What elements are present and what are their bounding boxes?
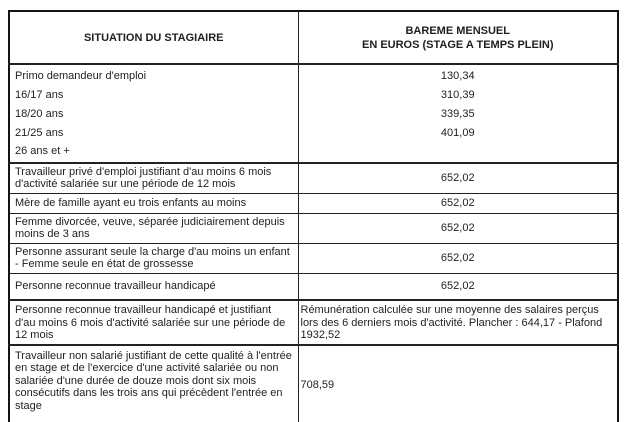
table-row — [9, 273, 618, 300]
row-value: 708,59 — [298, 345, 618, 422]
row-label: Travailleur non salarié justifiant de cette qualité à l'entrée en stage et de l'exercice d'une activité salariée ou non salariée d'une durée de douze mois dont six mois consécutifs dans les trois ans qui précèdent l'entrée en stage — [9, 345, 298, 422]
table-row — [9, 163, 618, 194]
row-label: Travailleur privé d'emploi justifiant d'au moins 6 mois d'activité salariée sur une période de 12 mois — [9, 163, 298, 194]
row-label: 18/20 ans — [15, 107, 64, 120]
age-group-values-cell — [298, 64, 618, 163]
row-value: 401,09 — [440, 126, 475, 139]
table-row — [9, 345, 618, 422]
table-row — [9, 193, 618, 213]
age-group-block-row — [9, 64, 618, 163]
row-value: 339,35 — [440, 107, 475, 120]
age-group-labels-cell — [9, 64, 298, 163]
table-header-row — [9, 11, 618, 64]
row-label: Personne reconnue travailleur handicapé — [9, 273, 298, 300]
table-row — [9, 300, 618, 345]
row-label: Personne assurant seule la charge d'au moins un enfant - Femme seule en état de grossesse — [9, 243, 298, 273]
bareme-header-line2: EN EUROS (STAGE A TEMPS PLEIN) — [362, 38, 554, 51]
row-value: 130,34 — [440, 70, 475, 83]
table-row — [9, 213, 618, 243]
row-value: 310,39 — [440, 88, 475, 101]
column-header-situation: SITUATION DU STAGIAIRE — [9, 11, 298, 64]
row-label: 16/17 ans — [15, 88, 64, 101]
row-label: 26 ans et + — [15, 145, 70, 158]
row-label: 21/25 ans — [15, 126, 64, 139]
row-value: Rémunération calculée sur une moyenne des salaires perçus lors des 6 derniers mois d'activité. Plancher : 644,17 - Plafond 1932,52 — [298, 300, 618, 345]
row-label: Mère de famille ayant eu trois enfants au moins — [9, 193, 298, 213]
row-value: 652,02 — [298, 193, 618, 213]
bareme-table — [8, 10, 619, 422]
row-label: Primo demandeur d'emploi — [15, 70, 147, 83]
row-value — [301, 142, 616, 161]
row-label: Femme divorcée, veuve, séparée judiciairement depuis moins de 3 ans — [9, 213, 298, 243]
bareme-header-line1: BAREME MENSUEL — [405, 24, 510, 37]
row-value: 652,02 — [298, 213, 618, 243]
column-header-bareme — [298, 11, 618, 64]
row-label: Personne reconnue travailleur handicapé et justifiant d'au moins 6 mois d'activité salariée sur une période de 12 mois — [9, 300, 298, 345]
row-value: 652,02 — [298, 243, 618, 273]
table-row — [9, 243, 618, 273]
row-value: 652,02 — [298, 273, 618, 300]
row-value: 652,02 — [298, 163, 618, 194]
